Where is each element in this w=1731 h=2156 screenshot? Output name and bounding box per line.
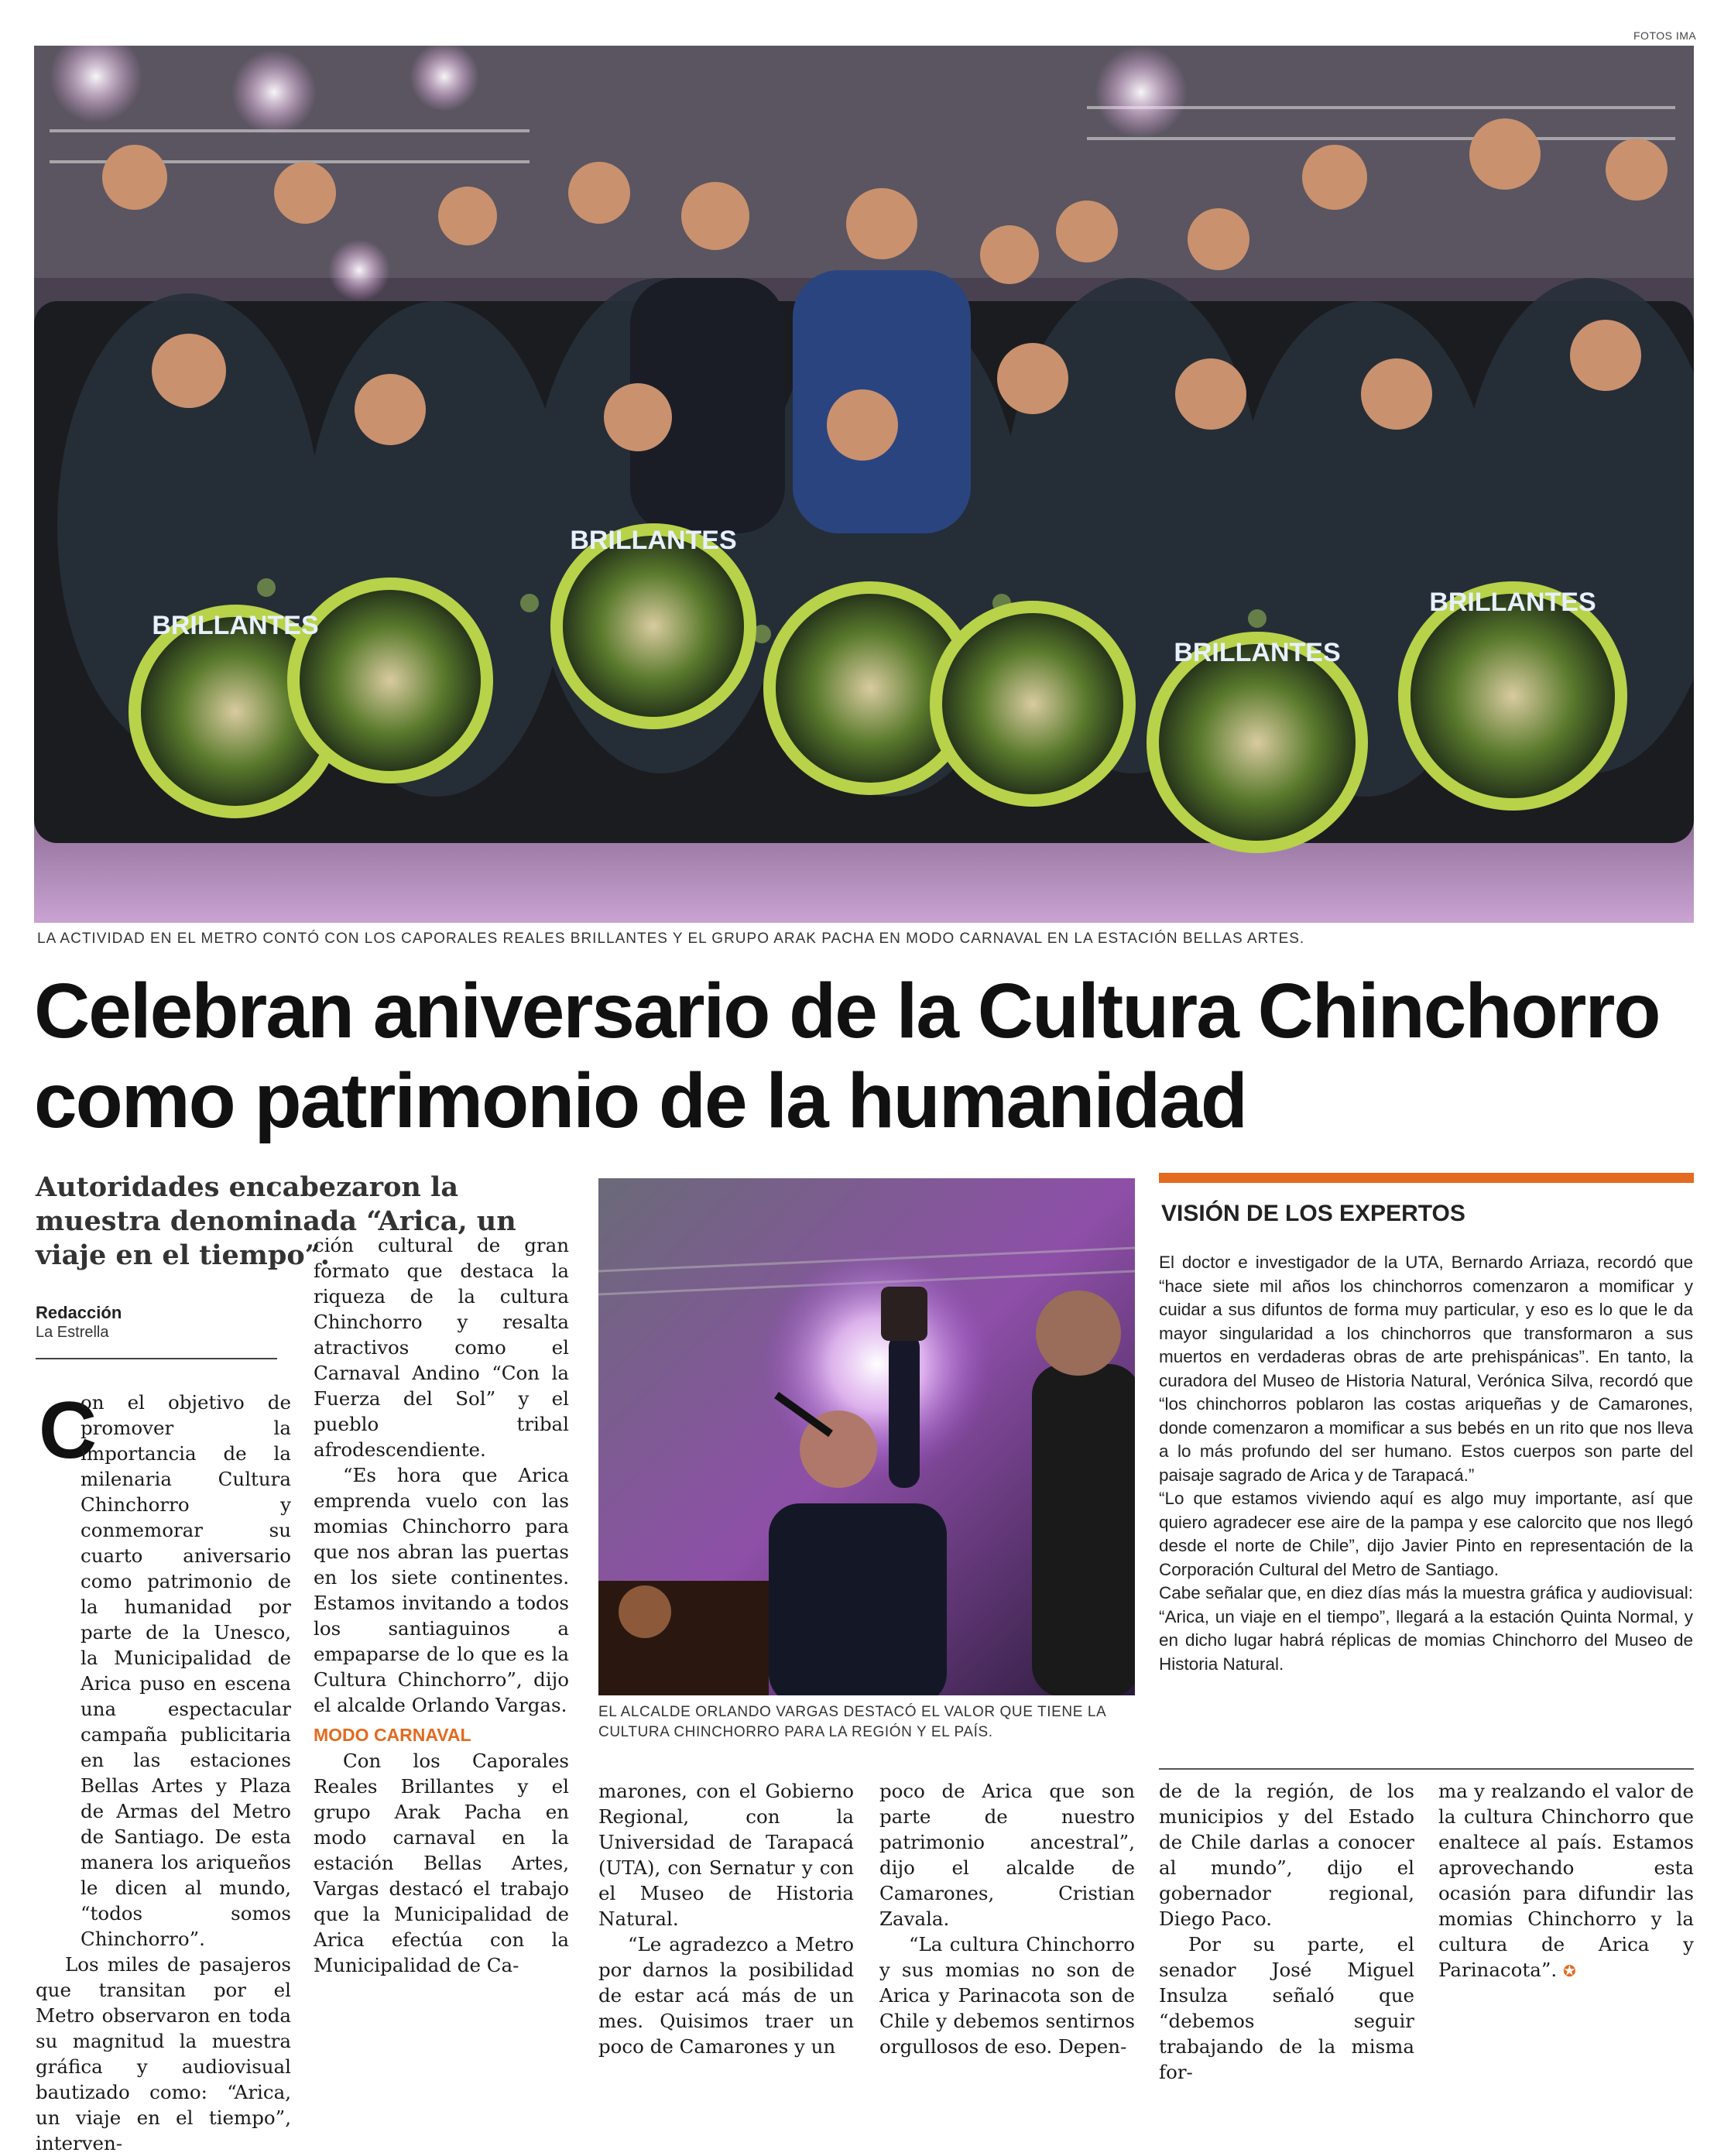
byline-name: Redacción xyxy=(36,1303,122,1322)
article-column-4 xyxy=(879,1778,1135,2059)
secondary-photo xyxy=(598,1178,1135,1695)
main-photo xyxy=(34,46,1694,923)
article-column-5 xyxy=(1159,1778,1414,2085)
experts-body xyxy=(1159,1251,1693,1676)
paragraph: “Lo que estamos viviendo aquí es algo muy importante, así que quiero agradecer ese aire de la pampa y ese calorcito que nos llegó desde el norte de Chile”, dijo Javier Pinto en representación de la Corporación Cultural del Metro de Santiago. xyxy=(1159,1489,1693,1579)
drop-cap: C xyxy=(39,1386,98,1476)
byline-divider xyxy=(36,1358,277,1359)
hat-label: BRILLANTES xyxy=(152,611,319,640)
secondary-photo-illustration xyxy=(598,1178,1135,1695)
subtitle: Autoridades encabezaron la muestra denominada “Arica, un viaje en el tiempo”. xyxy=(36,1171,516,1271)
experts-bottom-rule xyxy=(1159,1768,1694,1770)
article-column-2 xyxy=(314,1232,569,1978)
paragraph: on el objetivo de promover la importancia de la milenaria Cultura Chinchorro y conmemorar su cuarto aniversario como patrimonio de la humanidad por parte de la Unesco, la Municipalidad de Arica puso en escena una espectacular campaña publicitaria en las estaciones Bellas Artes y Plaza de Armas del Metro de Santiago. De esta manera los ariqueños le dicen al mundo, “todos somos Chinchorro”. xyxy=(81,1391,291,1950)
paragraph: de de la región, de los municipios y del Estado de Chile darlas a conocer al mundo”, dijo el gobernador regional, Diego Paco. xyxy=(1159,1780,1414,1930)
headline xyxy=(34,966,1706,1146)
article-column-3 xyxy=(598,1778,854,2059)
article-column-6 xyxy=(1438,1778,1694,1984)
article-column-1 xyxy=(36,1386,291,2156)
secondary-photo-caption: EL ALCALDE ORLANDO VARGAS DESTACÓ EL VALOR QUE TIENE LA CULTURA CHINCHORRO PARA LA REGIÓN Y EL PAÍS. xyxy=(598,1704,1106,1740)
paragraph: Cabe señalar que, en diez días más la muestra gráfica y audiovisual: “Arica, un viaje en el tiempo”, llegará a la estación Quinta Normal, y en dicho lugar habrá réplicas de momias Chinchorro del Museo de Historia Natural. xyxy=(1159,1583,1693,1674)
byline-source: La Estrella xyxy=(36,1324,109,1341)
headline-line-2: como patrimonio de la humanidad xyxy=(34,1057,1246,1144)
paragraph-text: ma y realzando el valor de la cultura Chinchorro que enaltece al país. Estamos aprovechando esta ocasión para difundir las momias Chinchorro y la cultura de Arica y Parinacota”. xyxy=(1438,1780,1694,1981)
section-subhead: MODO CARNAVAL xyxy=(314,1725,471,1745)
hat-label: BRILLANTES xyxy=(1174,638,1341,667)
main-photo-caption: LA ACTIVIDAD EN EL METRO CONTÓ CON LOS CAPORALES REALES BRILLANTES Y EL GRUPO ARAK PACHA EN MODO CARNAVAL EN LA ESTACIÓN BELLAS ARTES. xyxy=(37,931,1305,947)
headline-line-1: Celebran aniversario de la Cultura Chinchorro xyxy=(34,968,1660,1054)
end-mark-icon: ✪ xyxy=(1562,1962,1576,1980)
hat-label: BRILLANTES xyxy=(1429,588,1596,617)
paragraph: Los miles de pasajeros que transitan por el Metro observaron en toda su magnitud la muestra gráfica y audiovisual bautizado como: “Arica, un viaje en el tiempo”, interven- xyxy=(36,1953,291,2154)
paragraph: Por su parte, el senador José Miguel Insulza señaló que “debemos seguir trabajando de la misma for- xyxy=(1159,1933,1414,2083)
paragraph xyxy=(1438,1778,1694,1984)
paragraph: Con los Caporales Reales Brillantes y el grupo Arak Pacha en modo carnaval en la estación Bellas Artes, Vargas destacó el trabajo que la Municipalidad de Arica efectúa con la Municipalidad de Ca- xyxy=(314,1750,569,1976)
photo-credit: FOTOS IMA xyxy=(1633,29,1697,42)
experts-accent-bar xyxy=(1159,1173,1694,1183)
paragraph: marones, con el Gobierno Regional, con la Universidad de Tarapacá (UTA), con Sernatur y con el Museo de Historia Natural. xyxy=(598,1780,854,1930)
hat-label: BRILLANTES xyxy=(570,526,737,555)
paragraph: “Es hora que Arica emprenda vuelo con las momias Chinchorro para que nos abran las puertas en los siete continentes. Estamos invitando a todos los santiaguinos a empaparse de lo que es la Cultura Chinchorro”, dijo el alcalde Orlando Vargas. xyxy=(314,1464,569,1716)
paragraph: El doctor e investigador de la UTA, Bernardo Arriaza, recordó que “hace siete mil años los chinchorros comenzaron a momificar y cuidar a sus difuntos de forma muy particular, y eso es lo que le da mayor singularidad a los chinchorros que transformaron a sus muertos en verdaderas obras de arte prehispánicas”. En tanto, la curadora del Museo de Historia Natural, Verónica Silva, recordó que “los chinchorros poblaron las costas ariqueñas y de Camarones, donde comenzaron a momificar a sus bebés en un rito que nos lleva a lo más profundo del ser humano. Estos cuerpos son parte del paisaje sagrado de Arica y de Tarapacá.” xyxy=(1159,1253,1693,1485)
paragraph: poco de Arica que son parte de nuestro patrimonio ancestral”, dijo el alcalde de Camarones, Cristian Zavala. xyxy=(879,1780,1135,1930)
paragraph: “Le agradezco a Metro por darnos la posibilidad de estar acá más de un mes. Quisimos traer un poco de Camarones y un xyxy=(598,1933,854,2058)
paragraph: ción cultural de gran formato que destaca la riqueza de la cultura Chinchorro y resalta atractivos como el Carnaval Andino “Con la Fuerza del Sol” y el pueblo tribal afrodescendiente. xyxy=(314,1234,569,1461)
main-photo-illustration xyxy=(34,46,1694,923)
experts-title: VISIÓN DE LOS EXPERTOS xyxy=(1161,1201,1465,1226)
paragraph: “La cultura Chinchorro y sus momias no son de Arica y Parinacota son de Chile y debemos sentirnos orgullosos de eso. Depen- xyxy=(879,1933,1135,2058)
